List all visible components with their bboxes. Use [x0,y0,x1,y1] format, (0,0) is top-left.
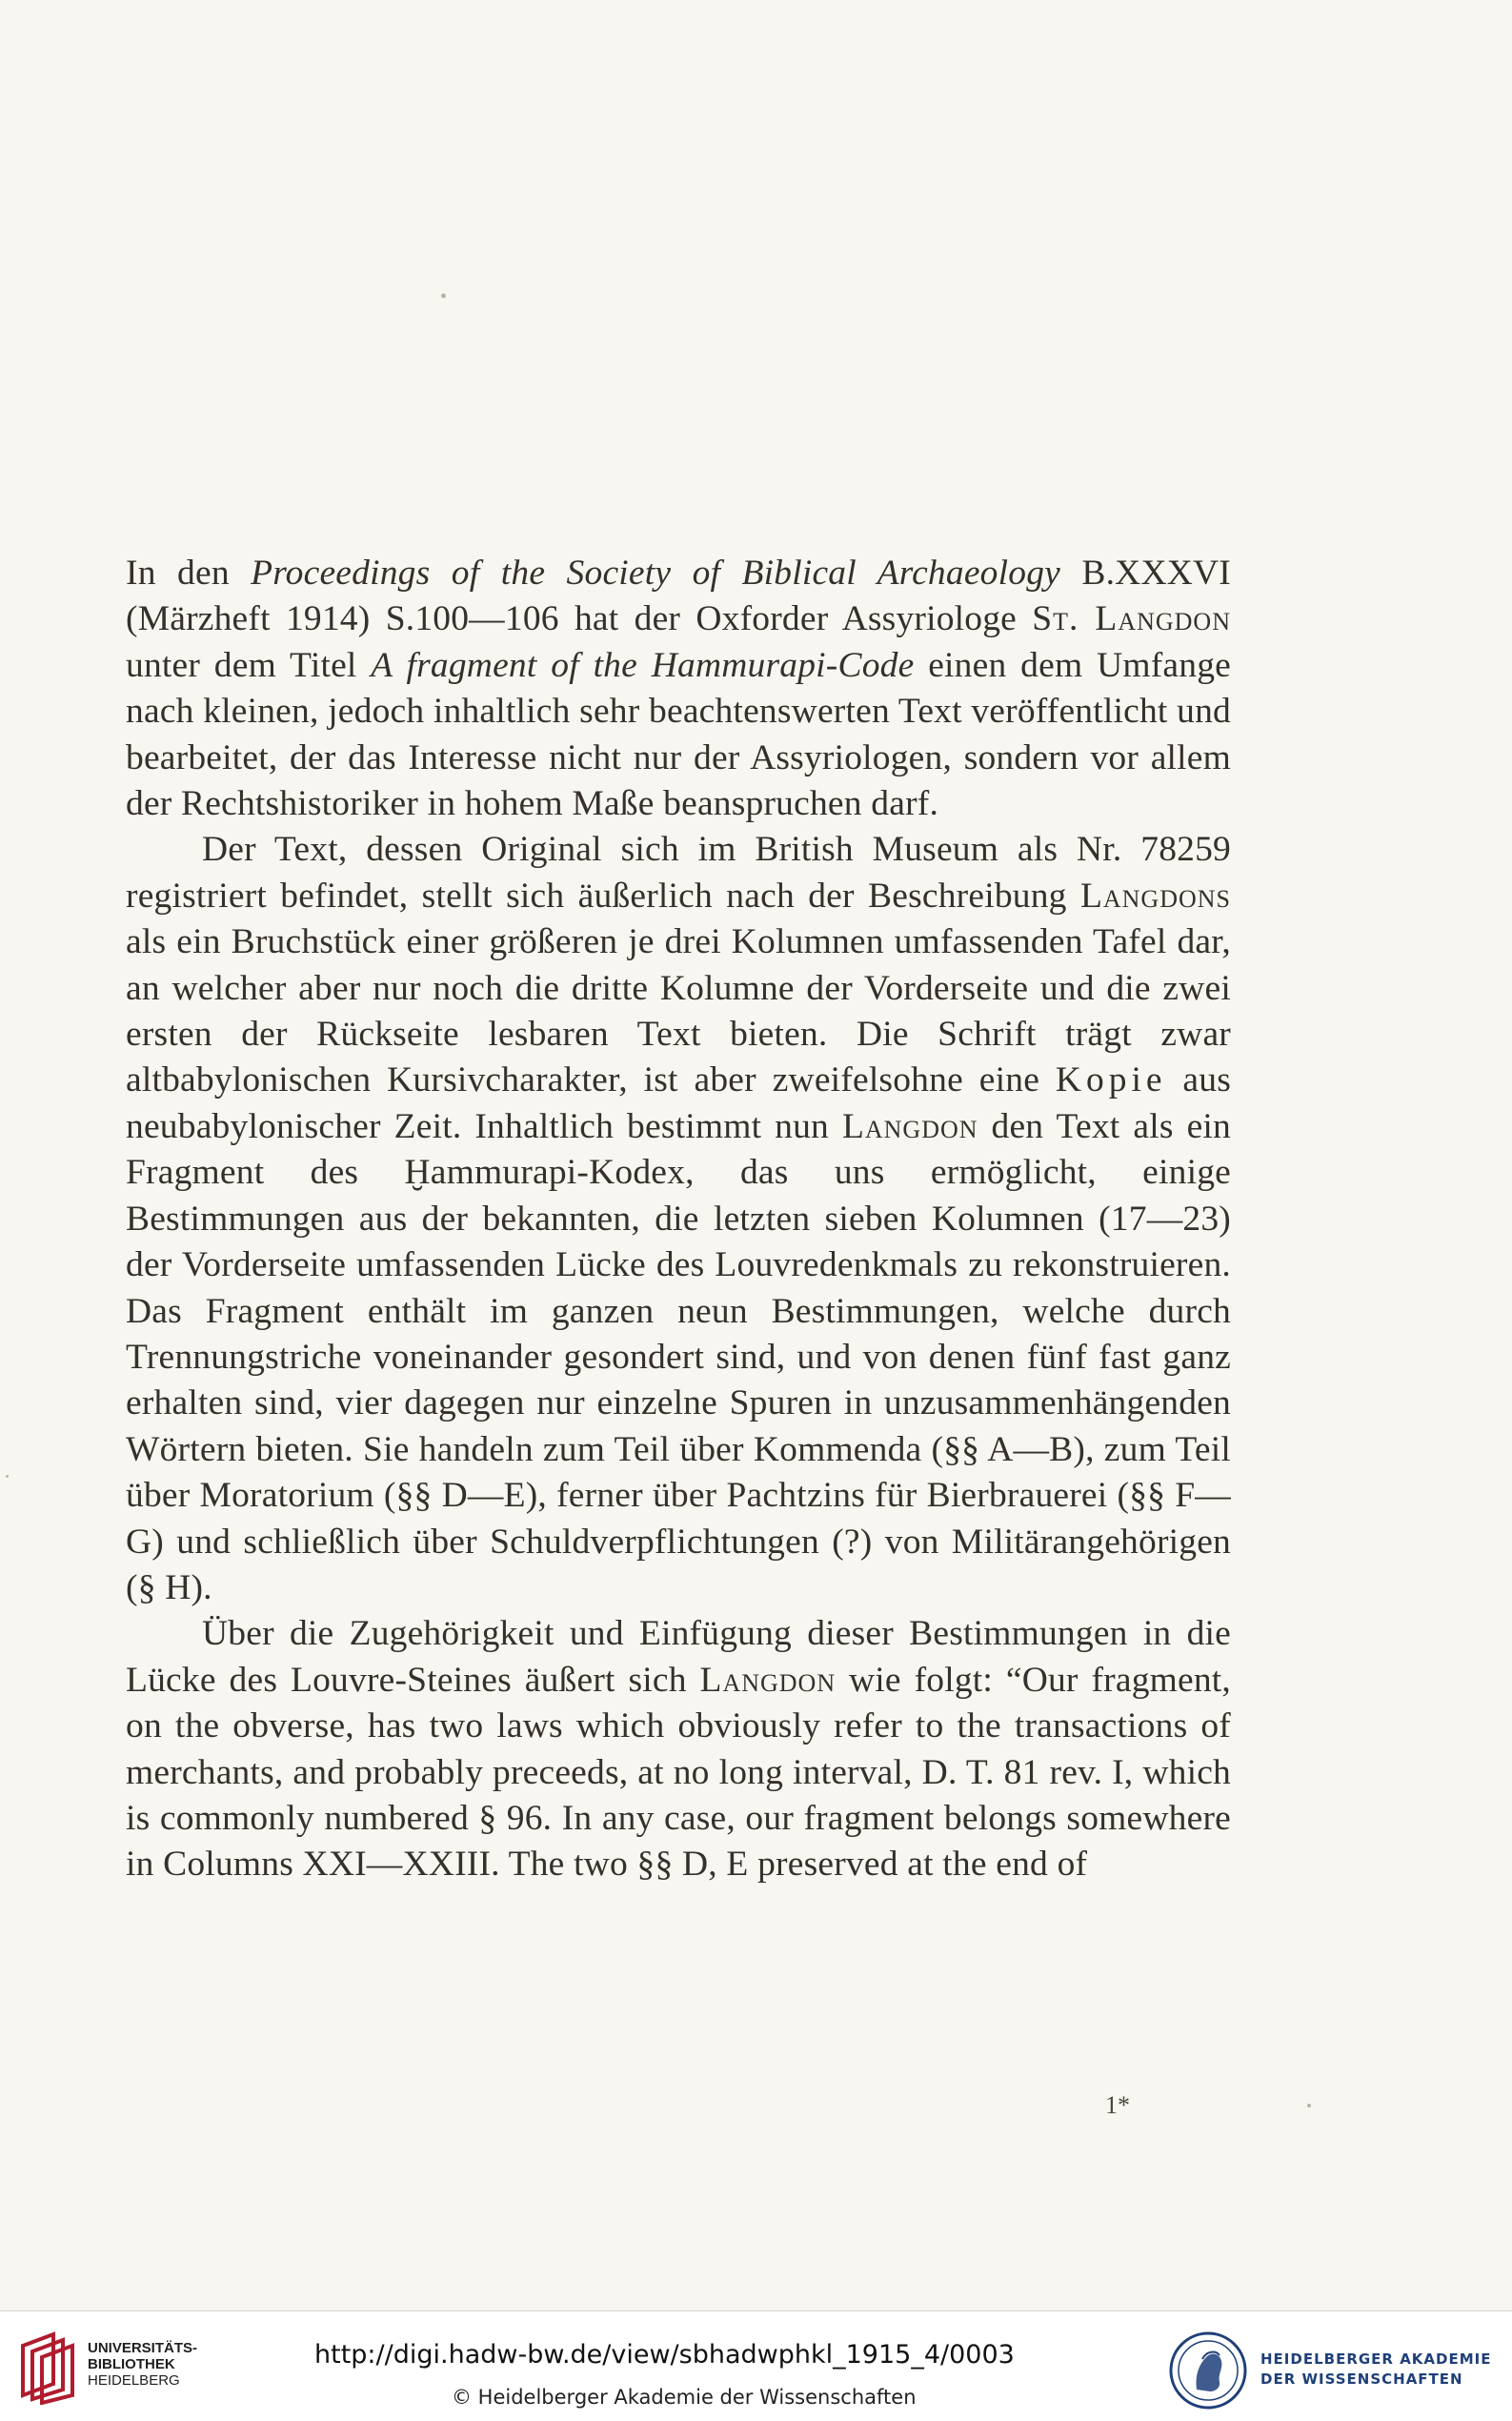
text-run: einen dem Umfange nach kleinen, jedoch inhaltlich sehr beachtenswerten Text veröffentlicht und bearbeitet, der das Interesse nicht nur der Assyriologen, sondern vor allem der Rechtshistoriker in hohem Maße beanspruchen darf. [126,645,1231,824]
footer-bar [0,2310,1512,2421]
text-run: Langdons [1079,876,1231,916]
text-run: Kopie [1055,1060,1167,1100]
library-name-line3: HEIDELBERG [88,2372,180,2389]
text-run: Proceedings of the Society of Biblical Archaeology [251,554,1060,593]
paragraph [126,1611,1231,1887]
academy-seal-icon[interactable] [1168,2330,1248,2414]
paper-speck [441,293,446,298]
copyright-notice: © Heidelberger Akademie der Wissenschaften [452,2386,917,2409]
text-run: wie folgt: “Our fragment, on the obverse, has two laws which obviously refer to the transactions of merchants, and probably preceeds, at no long interval, D. T. 81 rev. I, which is commonly numbered § 96. In any case, our fragment belongs somewhere in Columns XXI—XXIII. The two §§ D, E preserved at the end of [126,1660,1232,1885]
library-name [88,2340,197,2389]
library-name-line2: BIBLIOTHEK [88,2356,175,2372]
paragraph [126,551,1231,827]
text-run: In den [126,554,252,593]
academy-name-line2: DER WISSENSCHAFTEN [1260,2371,1463,2388]
paragraph [126,827,1231,1611]
text-run: unter dem Titel [126,645,372,685]
ub-heidelberg-logo-icon[interactable] [17,2329,80,2409]
text-run: A fragment of the Hammurapi-Code [371,645,915,685]
text-run: Langdon [841,1106,978,1146]
paper-speck [6,1475,9,1478]
page-number: 1* [1105,2091,1130,2119]
text-run: St. Langdon [1032,599,1231,639]
text-run: als ein Bruchstück einer größeren je drei Kolumnen umfassenden Tafel dar, an welcher aber nur noch die dritte Kolumne der Vorderseite und die zwei ersten der Rückseite lesbaren Text bieten. Die Schrift trägt zwar altbabylonischen Kursivcharakter, ist aber zweifelsohne eine [126,922,1231,1100]
library-name-line1: UNIVERSITÄTS- [88,2340,198,2356]
text-run: aus neubabylonischer Zeit. Inhaltlich bestimmt nun [126,1060,1231,1146]
body-text [126,551,1231,1888]
academy-name-line1: HEIDELBERGER AKADEMIE [1260,2350,1492,2368]
document-url-link[interactable]: http://digi.hadw-bw.de/view/sbhadwphkl_1915_4/0003 [314,2340,1015,2370]
text-run: Langdon [699,1660,837,1700]
text-run: Der Text, dessen Original sich im British Museum als Nr. 78259 registriert befindet, stellt sich äußerlich nach der Beschreibung [126,830,1231,916]
text-run: B.XXXVI (Märzheft 1914) S.100—106 hat der Oxforder Assyriologe [126,554,1231,639]
paper-speck [1307,2104,1311,2108]
academy-name [1260,2350,1492,2390]
text-run: Über die Zugehörigkeit und Einfügung dieser Bestimmungen in die Lücke des Louvre-Steines äußert sich [126,1614,1231,1700]
text-run: den Text als ein Fragment des Ḫammurapi-Kodex, das uns ermöglicht, einige Bestimmungen aus der bekannten, die letzten sieben Kolumnen (17—23) der Vorderseite umfassenden Lücke des Louvredenkmals zu rekonstruieren. Das Fragment enthält im ganzen neun Bestimmungen, welche durch Trennungstriche voneinander gesondert sind, und von denen fünf fast ganz erhalten sind, vier dagegen nur einzelne Spuren in unzusammenhängenden Wörtern bieten. Sie handeln zum Teil über Kommenda (§§ A—B), zum Teil über Moratorium (§§ D—E), ferner über Pachtzins für Bierbrauerei (§§ F—G) und schließlich über Schuldverpflichtungen (?) von Militärangehörigen (§ H). [126,1106,1231,1607]
